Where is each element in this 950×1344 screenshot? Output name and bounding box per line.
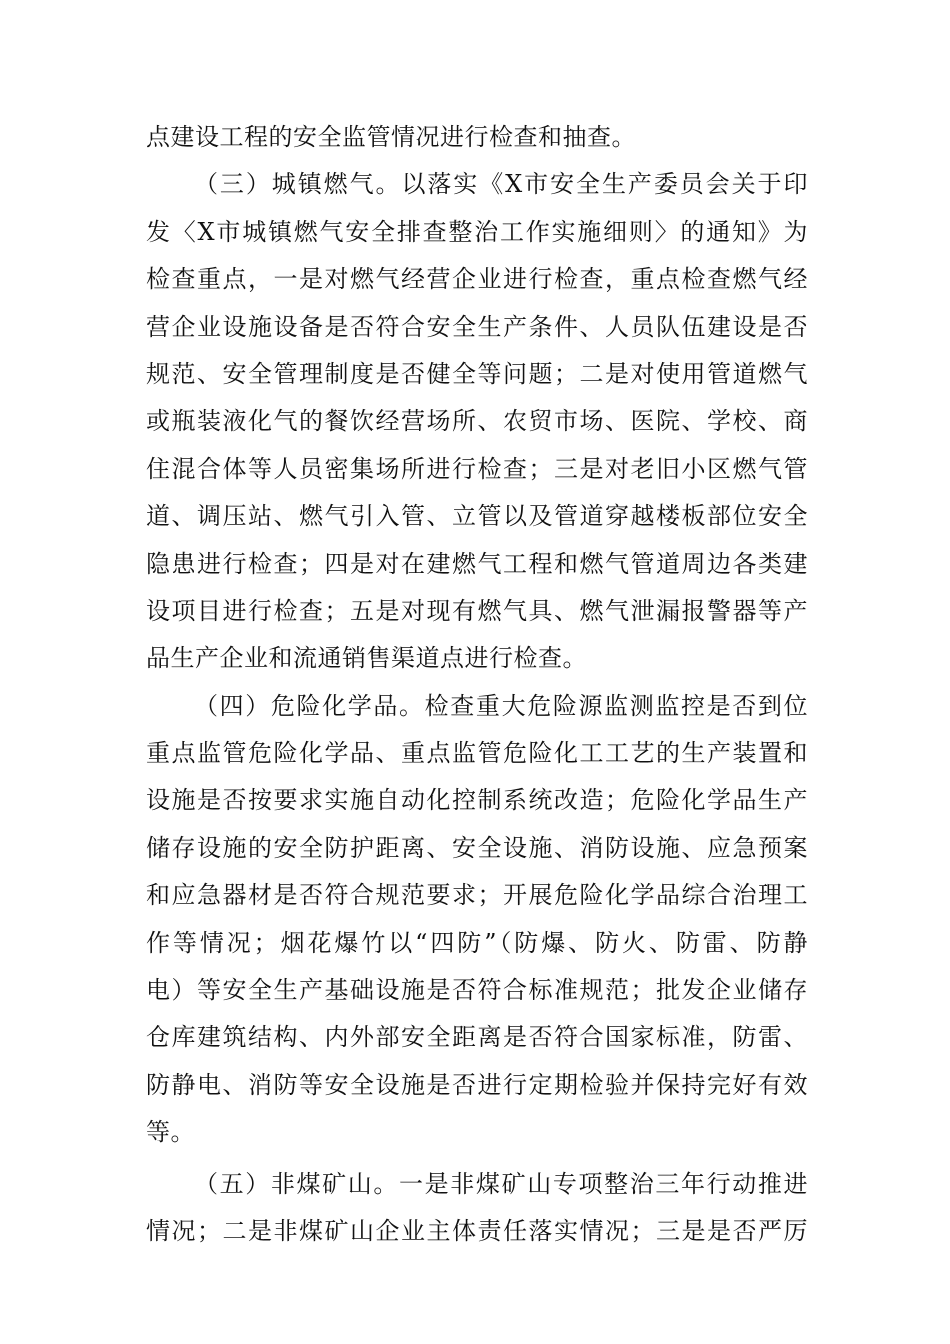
text-line: 营企业设施设备是否符合安全生产条件、人员队伍建设是否	[146, 312, 808, 341]
text-line: 道、调压站、燃气引入管、立管以及管道穿越楼板部位安全	[146, 502, 808, 531]
text-line: 规范、安全管理制度是否健全等问题；二是对使用管道燃气	[146, 359, 808, 388]
paragraph-hazardous-chemicals	[146, 683, 808, 1157]
text-line: 储存设施的安全防护距离、安全设施、消防设施、应急预案	[146, 833, 808, 862]
section-heading-line: （五）非煤矿山。一是非煤矿山专项整治三年行动推进	[194, 1169, 808, 1198]
text-line: 作等情况；烟花爆竹以“四防”（防爆、防火、防雷、防静	[146, 928, 808, 957]
section-heading-line: （四）危险化学品。检查重大危险源监测监控是否到位	[194, 691, 808, 720]
text-line: 重点监管危险化学品、重点监管危险化工工艺的生产装置和	[146, 739, 808, 768]
text-line: 点建设工程的安全监管情况进行检查和抽查。	[146, 123, 636, 151]
paragraph-continuation	[146, 114, 808, 161]
text-line: 等。	[146, 1118, 195, 1147]
text-line: 检查重点，一是对燃气经营企业进行检查，重点检查燃气经	[146, 265, 808, 294]
section-heading-line: （三）城镇燃气。以落实《X市安全生产委员会关于印	[194, 170, 808, 199]
text-line: 和应急器材是否符合规范要求；开展危险化学品综合治理工	[146, 881, 808, 910]
text-line: 或瓶装液化气的餐饮经营场所、农贸市场、医院、学校、商	[146, 407, 808, 436]
text-line: 住混合体等人员密集场所进行检查；三是对老旧小区燃气管	[146, 454, 808, 483]
text-line: 电）等安全生产基础设施是否符合标准规范；批发企业储存	[146, 976, 808, 1005]
text-line: 仓库建筑结构、内外部安全距离是否符合国家标准，防雷、	[146, 1023, 808, 1052]
text-line: 设项目进行检查；五是对现有燃气具、燃气泄漏报警器等产	[146, 596, 808, 625]
document-page	[146, 114, 808, 1255]
text-line: 防静电、消防等安全设施是否进行定期检验并保持完好有效	[146, 1070, 808, 1099]
paragraph-urban-gas	[146, 161, 808, 682]
text-line: 设施是否按要求实施自动化控制系统改造；危险化学品生产	[146, 786, 808, 815]
text-line: 发〈X市城镇燃气安全排查整治工作实施细则〉的通知》为	[146, 217, 808, 246]
text-line: 情况；二是非煤矿山企业主体责任落实情况；三是是否严厉	[146, 1216, 808, 1245]
paragraph-non-coal-mines	[146, 1161, 808, 1256]
text-line: 隐患进行检查；四是对在建燃气工程和燃气管道周边各类建	[146, 549, 808, 578]
text-line: 品生产企业和流通销售渠道点进行检查。	[146, 644, 587, 673]
